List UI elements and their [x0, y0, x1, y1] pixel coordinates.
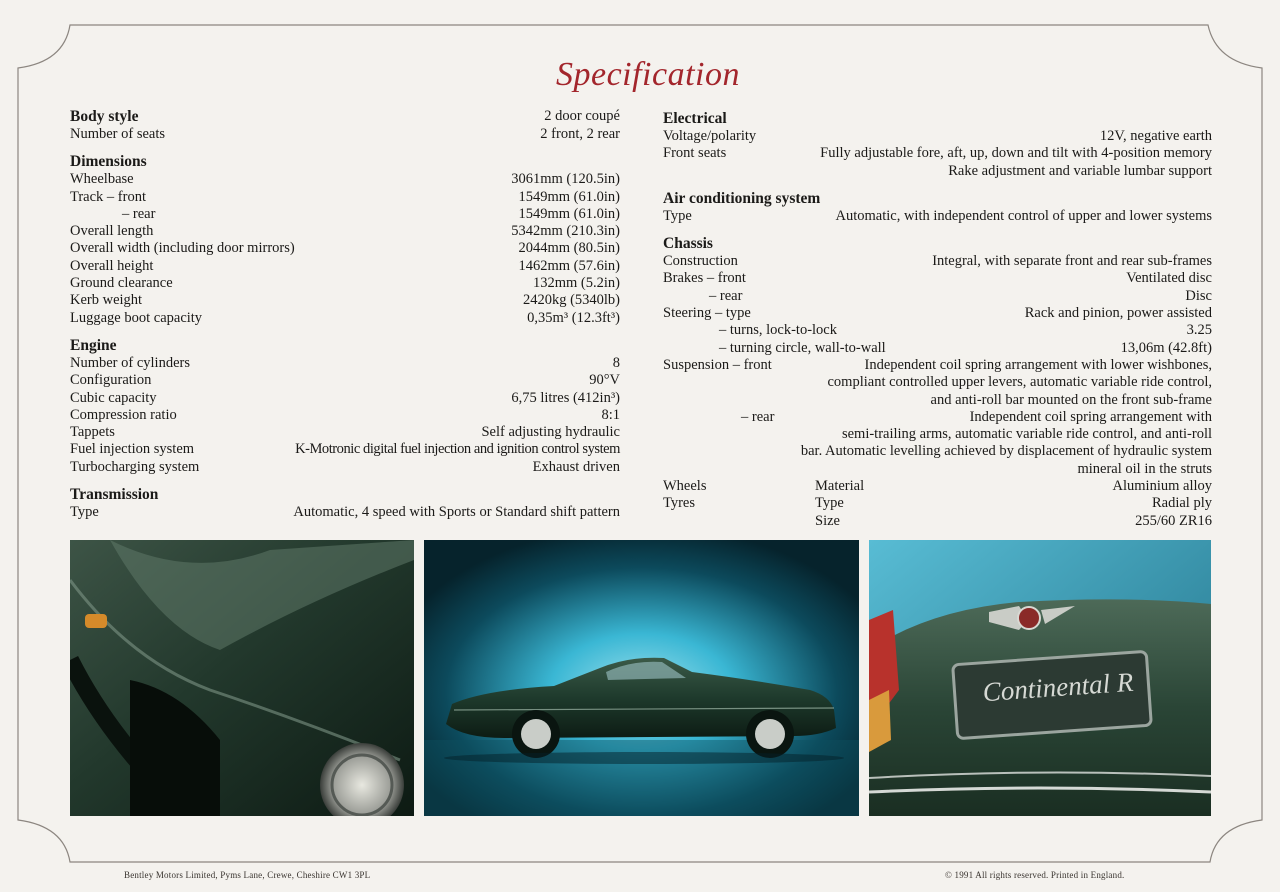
- spec-label: Configuration: [70, 372, 152, 389]
- section-heading-chassis: Chassis: [663, 235, 713, 253]
- spec-value: 1549mm (61.0in): [518, 205, 620, 222]
- spec-row: [70, 240, 620, 257]
- spec-label: Steering – type: [663, 305, 751, 322]
- continental-r-badge-text: Continental R: [981, 666, 1135, 708]
- spec-value: 2 front, 2 rear: [540, 126, 620, 142]
- spec-label: – rear: [122, 205, 156, 222]
- spec-label: Overall length: [70, 223, 154, 240]
- spec-value-continued: Rake adjustment and variable lumbar support: [948, 162, 1212, 179]
- spec-value: 255/60 ZR16: [1135, 512, 1212, 529]
- spec-row: [70, 292, 620, 309]
- spec-label: Overall width (including door mirrors): [70, 240, 295, 257]
- spec-row: [663, 288, 1212, 305]
- spec-value: Independent coil spring arrangement with: [969, 408, 1212, 425]
- spec-row: [70, 355, 620, 372]
- spec-value: Rack and pinion, power assisted: [1024, 305, 1212, 322]
- spec-label: Number of cylinders: [70, 354, 190, 371]
- spec-value: Self adjusting hydraulic: [481, 424, 620, 441]
- spec-label: – turning circle, wall-to-wall: [719, 339, 886, 356]
- spec-row: [70, 126, 620, 143]
- spec-label: Construction: [663, 253, 738, 270]
- spec-value: Automatic, 4 speed with Sports or Standard shift pattern: [293, 504, 620, 521]
- spec-row: [663, 128, 1212, 145]
- spec-value: Radial ply: [1151, 495, 1212, 512]
- tyres-size-row: [663, 513, 1212, 530]
- spec-value-continued: bar. Automatic levelling achieved by displacement of hydraulic system: [800, 443, 1212, 460]
- spec-label: Turbocharging system: [70, 458, 200, 475]
- body-style-row: [70, 108, 620, 126]
- section-heading-air-conditioning: Air conditioning system: [663, 189, 821, 207]
- spec-label: Ground clearance: [70, 275, 173, 292]
- spec-value: 90°V: [589, 372, 620, 389]
- page-title: Specification: [555, 56, 740, 93]
- spec-value: 5342mm (210.3in): [511, 223, 620, 240]
- spec-value: 2044mm (80.5in): [518, 240, 620, 257]
- spec-label: Kerb weight: [70, 292, 143, 309]
- spec-label: Luggage boot capacity: [70, 309, 203, 326]
- spec-label: Voltage/polarity: [663, 128, 757, 144]
- footer-address: Bentley Motors Limited, Pyms Lane, Crewe, Cheshire CW1 3PL: [124, 870, 371, 880]
- spec-row: [70, 372, 620, 389]
- spec-value: Fully adjustable fore, aft, up, down and tilt with 4-position memory: [820, 145, 1212, 162]
- spec-row: [663, 357, 1212, 374]
- spec-label: Compression ratio: [70, 406, 177, 423]
- spec-label: Wheelbase: [70, 171, 134, 188]
- spec-label: Tyres: [663, 495, 696, 512]
- spec-value: Disc: [1185, 287, 1212, 304]
- spec-row: [663, 409, 1212, 426]
- spec-value: 1462mm (57.6in): [518, 257, 620, 274]
- spec-value: 6,75 litres (412in³): [511, 389, 620, 406]
- footer-copyright: © 1991 All rights reserved. Printed in England.: [945, 870, 1125, 880]
- spec-label: Wheels: [663, 478, 707, 495]
- spec-label: Type: [70, 504, 99, 521]
- spec-label: Cubic capacity: [70, 389, 157, 406]
- spec-row: [663, 305, 1212, 322]
- section-heading-engine: Engine: [70, 336, 117, 354]
- spec-value: 1549mm (61.0in): [518, 188, 620, 205]
- spec-row: [70, 189, 620, 206]
- spec-value: 3061mm (120.5in): [511, 171, 620, 188]
- spec-value: 12V, negative earth: [1099, 128, 1212, 144]
- spec-sublabel: Type: [815, 495, 844, 512]
- spec-row: [663, 208, 1212, 225]
- spec-sublabel: Material: [815, 478, 865, 495]
- spec-label: Type: [663, 207, 692, 224]
- spec-value: 8:1: [601, 406, 620, 423]
- spec-row: [70, 206, 620, 223]
- spec-row: [663, 340, 1212, 357]
- spec-row: [663, 270, 1212, 287]
- spec-value: Automatic, with independent control of upper and lower systems: [835, 207, 1212, 224]
- spec-value-continued: mineral oil in the struts: [1077, 460, 1212, 477]
- spec-value: Independent coil spring arrangement with lower wishbones,: [864, 356, 1212, 373]
- spec-label: Track – front: [70, 188, 146, 205]
- spec-row: [70, 223, 620, 240]
- spec-label: Overall height: [70, 257, 154, 274]
- spec-column-right: [663, 110, 1212, 530]
- spec-value: Exhaust driven: [532, 458, 620, 475]
- spec-column-left: [70, 108, 620, 521]
- spec-sublabel: Size: [815, 512, 840, 529]
- spec-value: 132mm (5.2in): [533, 275, 620, 292]
- spec-label: Front seats: [663, 145, 727, 162]
- spec-row: [70, 504, 620, 521]
- spec-value-continued: and anti-roll bar mounted on the front sub-frame: [930, 391, 1212, 408]
- photo-front-wing: [70, 540, 414, 816]
- photo-car-side-profile: [424, 540, 859, 816]
- spec-label: Suspension – front: [663, 356, 772, 373]
- spec-label: – rear: [741, 408, 775, 425]
- section-heading-dimensions: Dimensions: [70, 153, 147, 171]
- spec-label: Tappets: [70, 424, 115, 441]
- spec-value: 13,06m (42.8ft): [1120, 339, 1212, 356]
- spec-row: [663, 145, 1212, 162]
- spec-row: [70, 441, 620, 458]
- spec-row: [70, 424, 620, 441]
- section-heading-transmission: Transmission: [70, 486, 159, 504]
- spec-value-continued: semi-trailing arms, automatic variable ride control, and anti-roll: [841, 426, 1212, 443]
- spec-label: – turns, lock-to-lock: [719, 322, 837, 339]
- spec-row: [70, 258, 620, 275]
- spec-row: [70, 310, 620, 327]
- spec-value: 2420kg (5340lb): [522, 292, 620, 309]
- spec-label: Brakes – front: [663, 270, 746, 287]
- section-heading-body-style: Body style: [70, 108, 139, 125]
- spec-row: [663, 322, 1212, 339]
- spec-row: [70, 407, 620, 424]
- spec-value: Ventilated disc: [1126, 270, 1212, 287]
- spec-value-continued: compliant controlled upper levers, automatic variable ride control,: [827, 374, 1212, 391]
- spec-value: 8: [612, 354, 620, 371]
- body-style-value: 2 door coupé: [544, 108, 620, 124]
- spec-label: Fuel injection system: [70, 441, 195, 458]
- spec-value: 0,35m³ (12.3ft³): [527, 309, 620, 326]
- spec-row: [70, 390, 620, 407]
- wheels-row: [663, 478, 1212, 495]
- tyres-row: [663, 495, 1212, 512]
- spec-row: [663, 253, 1212, 270]
- spec-value: K-Motronic digital fuel injection and ignition control system: [295, 441, 620, 458]
- spec-label: Number of seats: [70, 126, 166, 142]
- spec-value: Integral, with separate front and rear sub-frames: [932, 253, 1212, 270]
- spec-row: [70, 171, 620, 188]
- spec-value: 3.25: [1186, 322, 1212, 339]
- spec-label: – rear: [709, 287, 743, 304]
- spec-value: Aluminium alloy: [1112, 478, 1212, 495]
- spec-row: [70, 275, 620, 292]
- spec-row: [70, 459, 620, 476]
- section-heading-electrical: Electrical: [663, 110, 727, 127]
- photo-boot-badge: [869, 540, 1211, 816]
